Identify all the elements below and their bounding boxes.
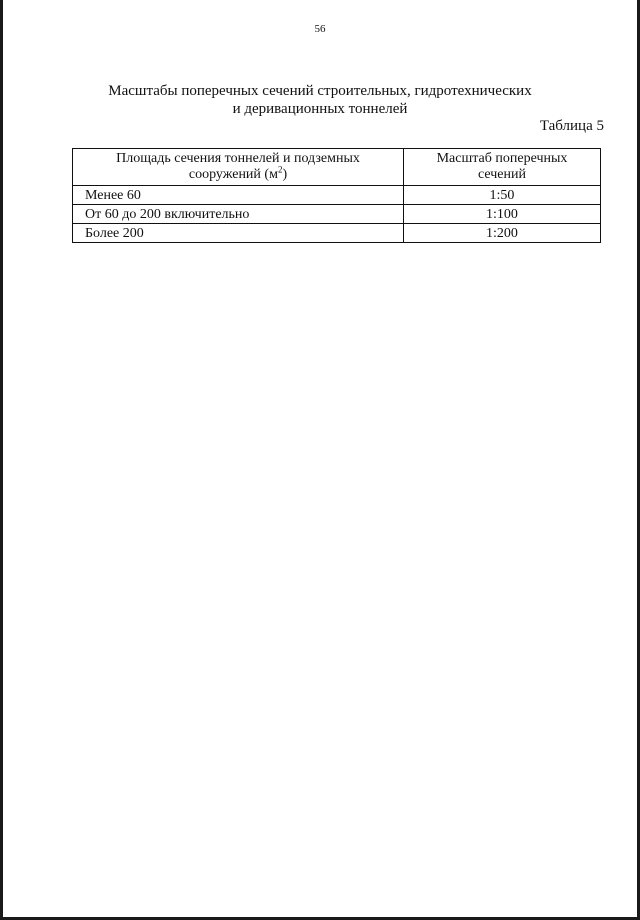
page-number: 56 — [314, 23, 326, 35]
document-title — [60, 82, 580, 118]
header-area-line-2-suffix: ) — [282, 167, 288, 182]
cell-area: От 60 до 200 включительно — [73, 205, 404, 224]
table-body — [73, 186, 601, 243]
cell-area: Более 200 — [73, 224, 404, 243]
title-line-1: Масштабы поперечных сечений строительных, гидротехнических — [108, 83, 532, 99]
title-line-2: и деривационных тоннелей — [232, 101, 408, 117]
table-row — [73, 186, 601, 205]
table-header — [73, 149, 601, 186]
header-scale-line-2: сечений — [478, 167, 526, 182]
header-area — [73, 149, 404, 186]
header-area-line-2-prefix: сооружений (м — [188, 167, 278, 182]
header-scale — [404, 149, 601, 186]
scales-table — [72, 148, 601, 243]
cell-scale: 1:200 — [404, 224, 601, 243]
table-row — [73, 224, 601, 243]
table-row — [73, 205, 601, 224]
header-row — [73, 149, 601, 186]
cell-area: Менее 60 — [73, 186, 404, 205]
header-scale-line-1: Масштаб поперечных — [436, 151, 568, 166]
cell-scale: 1:100 — [404, 205, 601, 224]
scan-edge-left — [0, 0, 3, 920]
header-area-line-1: Площадь сечения тоннелей и подземных — [116, 151, 360, 166]
header-area-superscript: 2 — [277, 164, 283, 175]
table-label: Таблица 5 — [539, 118, 604, 134]
cell-scale: 1:50 — [404, 186, 601, 205]
